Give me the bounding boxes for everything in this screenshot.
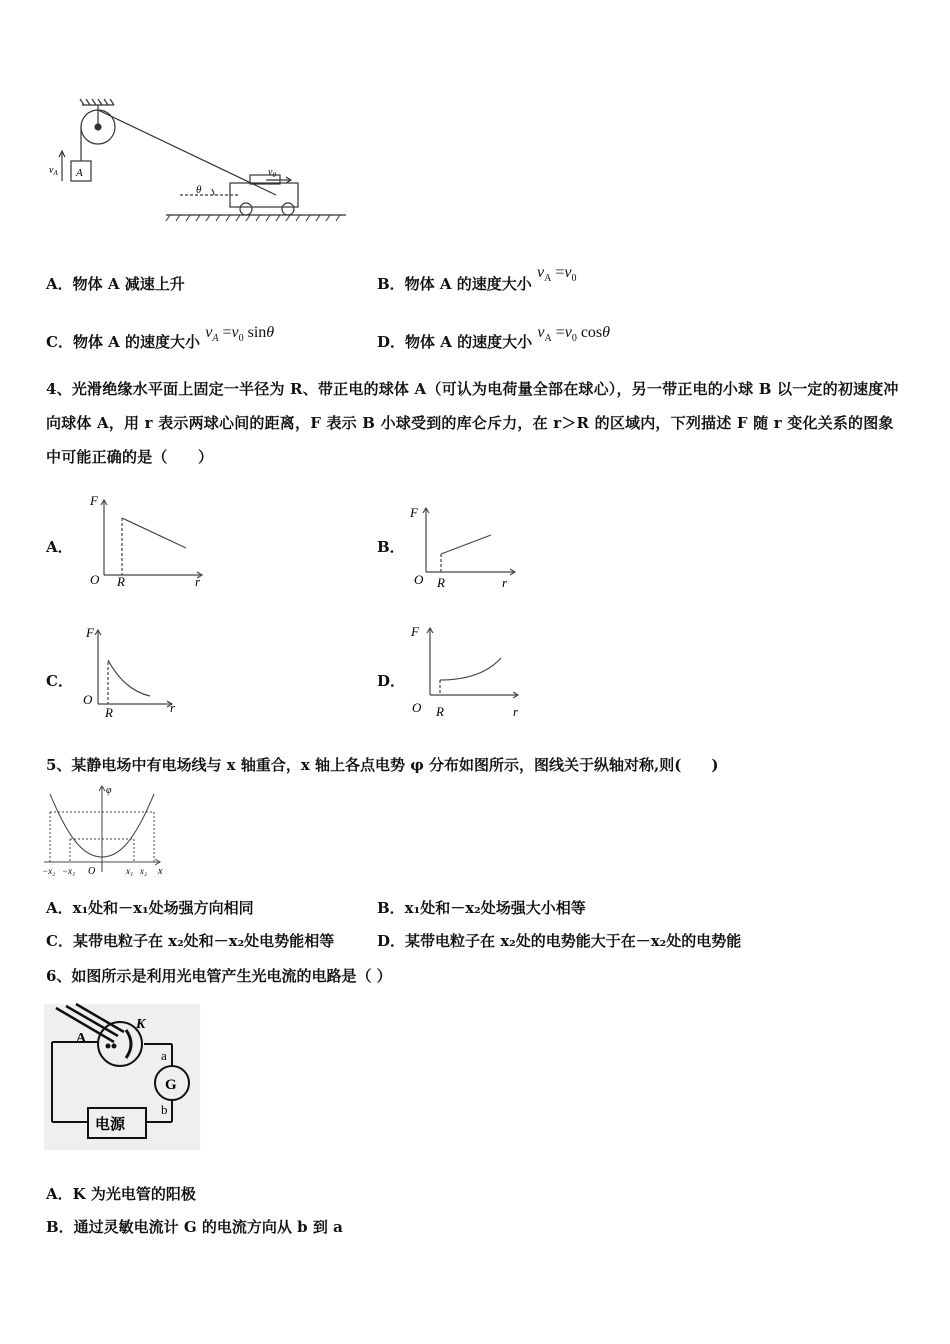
- q3-option-b-formula: $v_A =v_0$: [537, 264, 577, 285]
- svg-text:b: b: [161, 1102, 168, 1117]
- svg-text:a: a: [161, 1048, 167, 1063]
- svg-text:r: r: [513, 704, 519, 719]
- svg-text:φ: φ: [106, 785, 112, 796]
- svg-text:x₂: x₂: [140, 866, 148, 876]
- svg-text:O: O: [414, 572, 424, 587]
- q5-option-d: D．某带电粒子在 x₂处的电势能大于在－x₂处的电势能: [377, 932, 742, 950]
- svg-text:−x₂: −x₂: [42, 866, 56, 876]
- svg-text:O: O: [88, 866, 96, 877]
- pulley-car-figure: [40, 95, 360, 230]
- q3-option-a: A．物体 A 减速上升: [46, 275, 185, 293]
- q3-option-d-text: D．物体 A 的速度大小: [377, 333, 533, 351]
- potential-graph: [40, 782, 170, 882]
- svg-text:r: r: [170, 700, 176, 715]
- q3-option-d: [377, 324, 610, 359]
- q6-option-a: A．K 为光电管的阳极: [46, 1185, 196, 1203]
- svg-text:A: A: [76, 1031, 87, 1046]
- svg-text:O: O: [412, 700, 422, 715]
- q4-option-d: D．: [377, 672, 406, 690]
- graph-c: [80, 622, 190, 722]
- svg-text:r: r: [502, 575, 508, 590]
- q5-option-b: B．x₁处和－x₂处场强大小相等: [377, 899, 586, 917]
- svg-text:−x₁: −x₁: [62, 866, 76, 876]
- q5-option-c: C．某带电粒子在 x₂处和－x₂处电势能相等: [46, 932, 335, 950]
- svg-text:R: R: [105, 705, 113, 720]
- graph-a: [84, 490, 214, 590]
- q3-option-c-text: C．物体 A 的速度大小: [46, 333, 201, 351]
- q3-option-b: [377, 264, 577, 301]
- q4-option-b: B．: [377, 538, 405, 556]
- svg-text:F: F: [86, 625, 94, 640]
- q3-option-c-formula: $v_A =v_0$ sinθ: [205, 324, 275, 345]
- svg-text:F: F: [411, 624, 419, 639]
- photocell-circuit: [44, 1004, 200, 1150]
- q4-option-a: A．: [46, 538, 73, 556]
- svg-text:R: R: [437, 575, 445, 590]
- graph-b: [403, 500, 533, 595]
- block-a-label: A: [76, 167, 83, 179]
- graph-d: [403, 620, 533, 720]
- va-label: $v_A$: [49, 165, 58, 177]
- svg-text:r: r: [195, 574, 201, 589]
- q4-stem: 4、光滑绝缘水平面上固定一半径为 R、带正电的球体 A（可认为电荷量全部在球心），另一带正电的小球 B 以一定的初速度冲向球体 A，用 r 表示两球心间的距离，F 表示 B 小球受到的库仑斥力，在 r＞R 的区域内，下列描述 F 随 r 变化关系的图象中可能正确的是（ ）: [46, 380, 899, 466]
- svg-text:K: K: [136, 1017, 146, 1032]
- theta-label: θ: [196, 184, 202, 196]
- svg-text:x: x: [158, 866, 163, 877]
- svg-text:x₁: x₁: [126, 866, 134, 876]
- q3-option-d-formula: $v_A =v_0$ cosθ: [537, 324, 610, 345]
- q5-option-a: A．x₁处和－x₁处场强方向相同: [46, 899, 254, 917]
- svg-text:F: F: [410, 505, 418, 520]
- q3-option-b-text: B．物体 A 的速度大小: [377, 275, 532, 293]
- q6-option-b: B．通过灵敏电流计 G 的电流方向从 b 到 a: [46, 1218, 343, 1236]
- svg-text:F: F: [90, 493, 98, 508]
- svg-text:O: O: [83, 692, 93, 707]
- q3-option-c: [46, 324, 275, 359]
- q4-option-c: C．: [46, 672, 73, 690]
- svg-text:G: G: [165, 1077, 177, 1093]
- svg-text:R: R: [117, 574, 125, 589]
- v0-label: $v_0$: [268, 167, 276, 179]
- q5-stem: 5、某静电场中有电场线与 x 轴重合，x 轴上各点电势 φ 分布如图所示，图线关于纵轴对称,则( ): [46, 756, 719, 774]
- svg-text:电源: 电源: [95, 1117, 126, 1133]
- svg-text:O: O: [90, 572, 100, 587]
- q6-stem: 6、如图所示是利用光电管产生光电流的电路是（ ）: [46, 967, 392, 985]
- svg-text:R: R: [436, 704, 444, 719]
